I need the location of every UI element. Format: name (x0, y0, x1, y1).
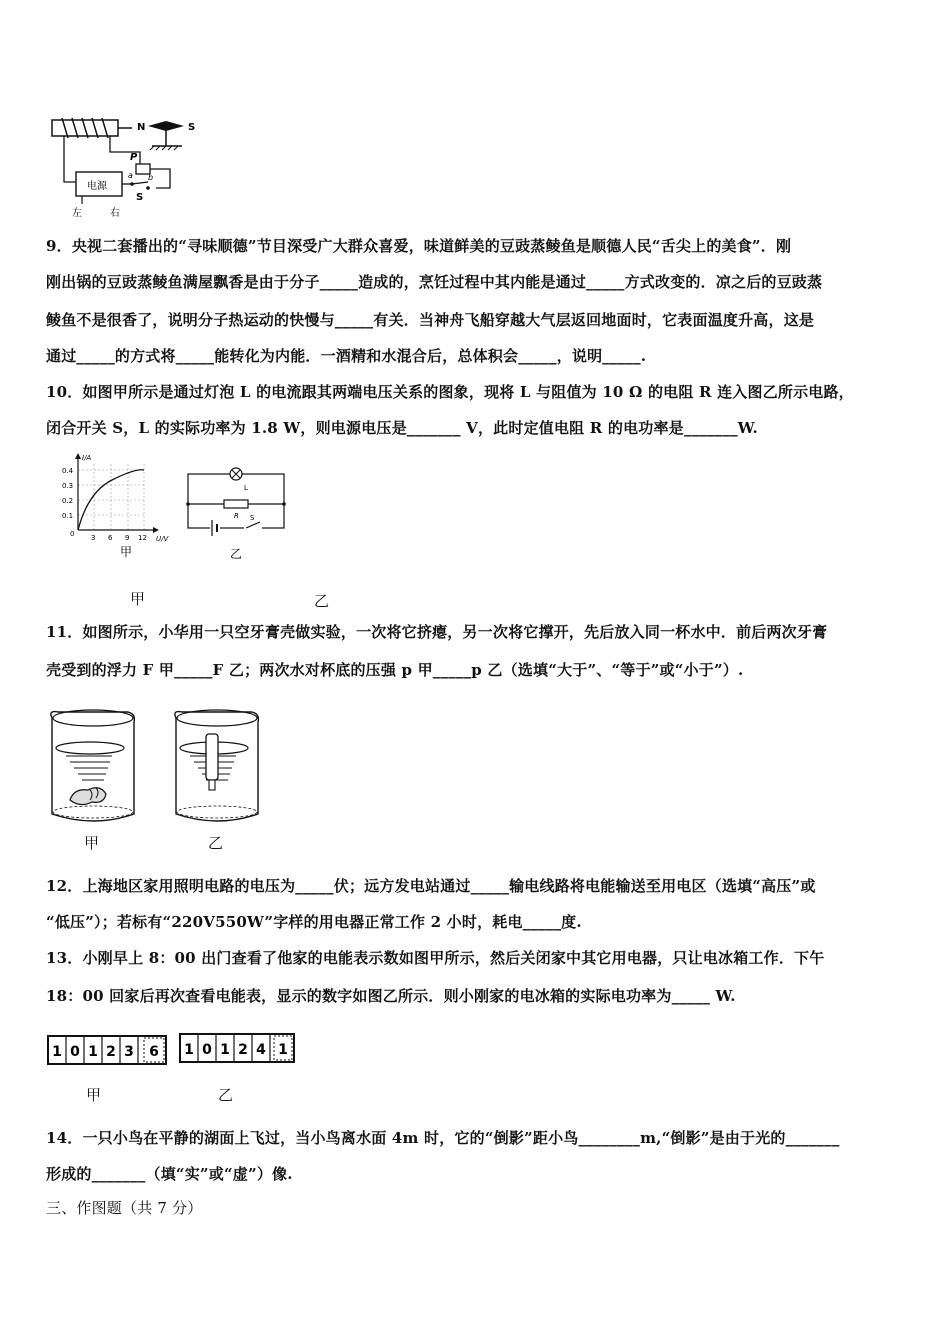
electromagnet-circuit-figure (44, 112, 214, 220)
y-tick: 0.1 (62, 512, 74, 520)
q11-line-2: 壳受到的浮力 F 甲_____F 乙；两次水对杯底的压强 p 甲_____p 乙（选填“大于”、“等于”或“小于”）. (46, 661, 744, 679)
section-3-title: 三、作图题（共 7 分） (46, 1199, 203, 1217)
meter-b-digit: 2 (238, 1042, 248, 1058)
label-n: N (137, 122, 146, 133)
q9-line-2: 刚出锅的豆豉蒸鲮鱼满屋飘香是由于分子_____造成的，烹饪过程中其内能是通过_____方式改变的．凉之后的豆豉蒸 (46, 273, 823, 291)
q10-caption-left: 甲 (130, 590, 146, 608)
q9-line-3: 鲮鱼不是很香了，说明分子热运动的快慢与_____有关．当神舟飞船穿越大气层返回地面时，它表面温度升高，这是 (46, 311, 815, 329)
q14-line-2: 形成的_______（填“实”或“虚”）像. (46, 1165, 293, 1183)
q12-line-2: “低压”）；若标有“220V550W”字样的用电器正常工作 2 小时，耗电_____度. (46, 913, 582, 931)
circuit-caption: 乙 (230, 547, 243, 561)
beaker-figure-right (168, 704, 268, 828)
power-supply-label: 电源 (87, 181, 107, 192)
q13-line-2: 18：00 回家后再次查看电能表，显示的数字如图乙所示．则小刚家的电冰箱的实际电功率为_____ W. (46, 987, 736, 1005)
meter-a-digit: 2 (106, 1044, 116, 1060)
meter-b-digit: 0 (202, 1042, 212, 1058)
x-tick: 6 (108, 534, 113, 542)
meter-a-digit: 0 (70, 1044, 80, 1060)
lamp-label: L (244, 484, 248, 492)
meter-a-digit: 3 (124, 1044, 134, 1060)
meter-a-decimal-digit: 6 (149, 1044, 159, 1060)
q11-caption-right: 乙 (208, 834, 224, 852)
left-terminal-label: 左 (72, 208, 82, 219)
x-axis-label: U/V (156, 535, 169, 543)
q13-line-1: 13．小刚早上 8：00 出门查看了他家的电能表示数如图甲所示，然后关闭家中其它用电器，只让电冰箱工作．下午 (46, 949, 825, 967)
label-b: b (148, 173, 154, 182)
x-tick: 3 (91, 534, 96, 542)
x-tick: 12 (138, 534, 147, 542)
label-s: S (188, 122, 196, 133)
meter-b-decimal-digit: 1 (278, 1042, 288, 1058)
q10-line-2: 闭合开关 S，L 的实际功率为 1.8 W，则电源电压是_______ V，此时定值电阻 R 的电功率是_______W. (46, 419, 758, 437)
label-p: P (130, 152, 138, 163)
circuit-diagram-figure (180, 462, 290, 562)
q10-caption-right: 乙 (314, 592, 330, 610)
meter-b-digit: 1 (184, 1042, 194, 1058)
meter-a-digit: 1 (52, 1044, 62, 1060)
energy-meter-a (46, 1032, 170, 1068)
iu-graph-figure (52, 448, 182, 560)
q9-line-1: 9．央视二套播出的“寻味顺德”节目深受广大群众喜爱，味道鲜美的豆豉蒸鲮鱼是顺德人民“舌尖上的美食”．刚 (46, 237, 792, 255)
y-tick: 0.3 (62, 482, 74, 490)
q14-line-1: 14．一只小鸟在平静的湖面上飞过，当小鸟离水面 4m 时，它的“倒影”距小鸟________m,“倒影”是由于光的_______ (46, 1129, 840, 1147)
meter-b-digit: 4 (256, 1042, 266, 1058)
beaker-figure-left (44, 704, 144, 828)
q12-line-1: 12．上海地区家用照明电路的电压为_____伏；远方发电站通过_____输电线路将电能输送至用电区（选填“高压”或 (46, 877, 816, 895)
y-tick: 0.4 (62, 467, 74, 475)
meter-b-digit: 1 (220, 1042, 230, 1058)
y-tick: 0.2 (62, 497, 74, 505)
label-s2: S (136, 192, 144, 203)
q9-line-4: 通过_____的方式将_____能转化为内能．一酒精和水混合后，总体积会_____，说明_____. (46, 347, 647, 365)
q10-line-1: 10．如图甲所示是通过灯泡 L 的电流跟其两端电压关系的图象，现将 L 与阻值为 10 Ω 的电阻 R 连入图乙所示电路， (46, 383, 854, 401)
right-terminal-label: 右 (110, 208, 120, 219)
q13-caption-left: 甲 (86, 1086, 102, 1104)
resistor-label: R (234, 512, 239, 520)
energy-meter-b (178, 1030, 298, 1066)
graph-caption: 甲 (120, 545, 133, 559)
meter-a-digit: 1 (88, 1044, 98, 1060)
q13-caption-right: 乙 (218, 1086, 234, 1104)
y-axis-label: I/A (82, 454, 92, 462)
x-tick: 9 (125, 534, 130, 542)
q11-line-1: 11．如图所示，小华用一只空牙膏壳做实验，一次将它挤瘪，另一次将它撑开，先后放入同一杯水中．前后两次牙膏 (46, 623, 828, 641)
label-a: a (128, 171, 133, 180)
q11-caption-left: 甲 (84, 834, 100, 852)
y-tick: 0 (70, 530, 75, 538)
switch-label: S (250, 514, 255, 522)
